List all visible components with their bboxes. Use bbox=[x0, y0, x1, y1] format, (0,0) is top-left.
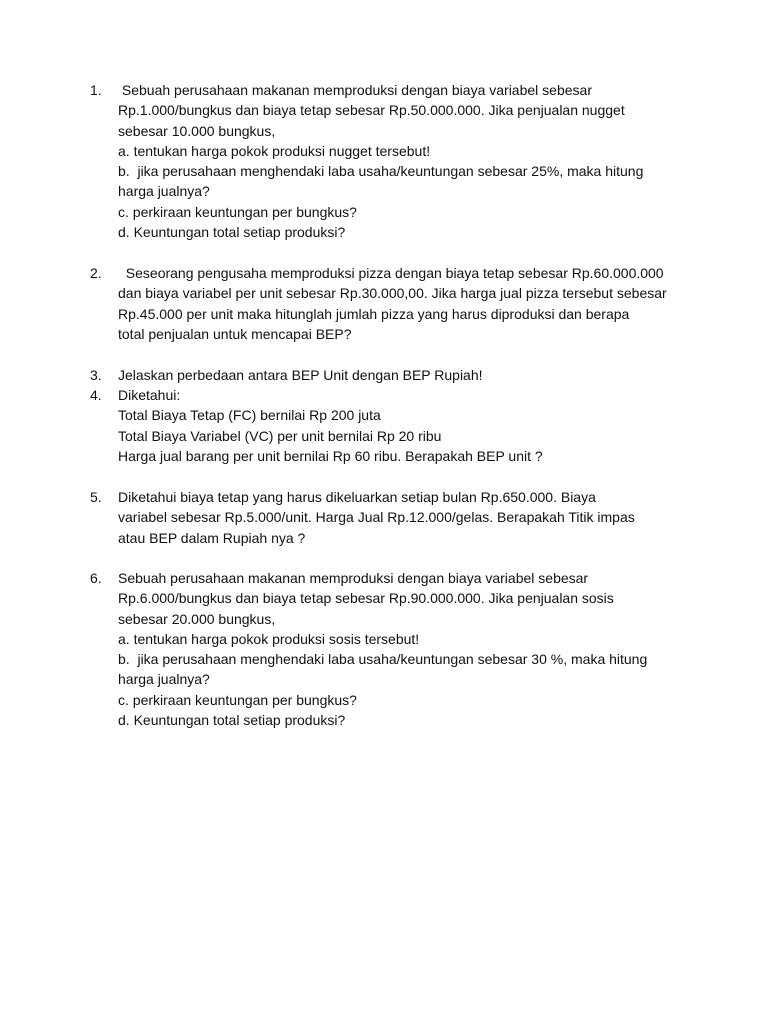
text-line: sebesar 20.000 bungkus, bbox=[118, 610, 276, 627]
text-line: Rp.1.000/bungkus dan biaya tetap sebesar Rp.50.000.000. Jika penjualan nugget bbox=[118, 102, 625, 119]
text-line: total penjualan untuk mencapai BEP? bbox=[118, 325, 352, 342]
sub-question-b: b. jika perusahaan menghendaki laba usaha/keuntungan sebesar 30 %, maka hitung bbox=[118, 651, 648, 668]
question-text bbox=[118, 365, 702, 385]
text-line: Jelaskan perbedaan antara BEP Unit dengan BEP Rupiah! bbox=[118, 367, 483, 383]
question-text bbox=[118, 385, 702, 466]
text-line: Diketahui: bbox=[118, 387, 181, 403]
question-text bbox=[118, 80, 702, 242]
text-line: Sebuah perusahaan makanan memproduksi dengan biaya variabel sebesar bbox=[118, 82, 592, 98]
sub-question-d: d. Keuntungan total setiap produksi? bbox=[118, 712, 346, 729]
sub-question-a: a. tentukan harga pokok produksi sosis tersebut! bbox=[118, 630, 420, 647]
text-line: Total Biaya Tetap (FC) bernilai Rp 200 juta bbox=[118, 407, 381, 424]
question-text bbox=[118, 263, 702, 344]
text-line: Rp.6.000/bungkus dan biaya tetap sebesar Rp.90.000.000. Jika penjualan sosis bbox=[118, 590, 614, 607]
text-line: harga jualnya? bbox=[118, 671, 210, 688]
sub-question-b: b. jika perusahaan menghendaki laba usaha/keuntungan sebesar 25%, maka hitung bbox=[118, 163, 644, 180]
text-line: Seseorang pengusaha memproduksi pizza dengan biaya tetap sebesar Rp.60.000.000 bbox=[118, 265, 664, 281]
question-number: 3. bbox=[90, 367, 102, 383]
question-number: 4. bbox=[90, 387, 102, 403]
question-number: 5. bbox=[90, 489, 102, 505]
sub-question-d: d. Keuntungan total setiap produksi? bbox=[118, 224, 346, 241]
text-line: harga jualnya? bbox=[118, 183, 210, 200]
question-text bbox=[118, 568, 702, 730]
text-line: sebesar 10.000 bungkus, bbox=[118, 122, 276, 139]
question-number: 2. bbox=[90, 265, 102, 281]
text-line: variabel sebesar Rp.5.000/unit. Harga Jual Rp.12.000/gelas. Berapakah Titik impas bbox=[118, 509, 635, 526]
text-line: Total Biaya Variabel (VC) per unit bernilai Rp 20 ribu bbox=[118, 427, 442, 444]
question-number: 6. bbox=[90, 570, 102, 586]
text-line: atau BEP dalam Rupiah nya ? bbox=[118, 529, 306, 546]
question-number: 1. bbox=[90, 82, 102, 98]
text-line: Rp.45.000 per unit maka hitunglah jumlah pizza yang harus diproduksi dan berapa bbox=[118, 305, 630, 322]
sub-question-c: c. perkiraan keuntungan per bungkus? bbox=[118, 203, 357, 220]
question-text bbox=[118, 487, 702, 548]
text-line: Diketahui biaya tetap yang harus dikeluarkan setiap bulan Rp.650.000. Biaya bbox=[118, 489, 596, 505]
sub-question-a: a. tentukan harga pokok produksi nugget tersebut! bbox=[118, 142, 431, 159]
text-line: dan biaya variabel per unit sebesar Rp.30.000,00. Jika harga jual pizza tersebut sebesar bbox=[118, 285, 667, 302]
text-line: Sebuah perusahaan makanan memproduksi dengan biaya variabel sebesar bbox=[118, 570, 589, 586]
sub-question-c: c. perkiraan keuntungan per bungkus? bbox=[118, 691, 357, 708]
text-line: Harga jual barang per unit bernilai Rp 60 ribu. Berapakah BEP unit ? bbox=[118, 447, 543, 464]
